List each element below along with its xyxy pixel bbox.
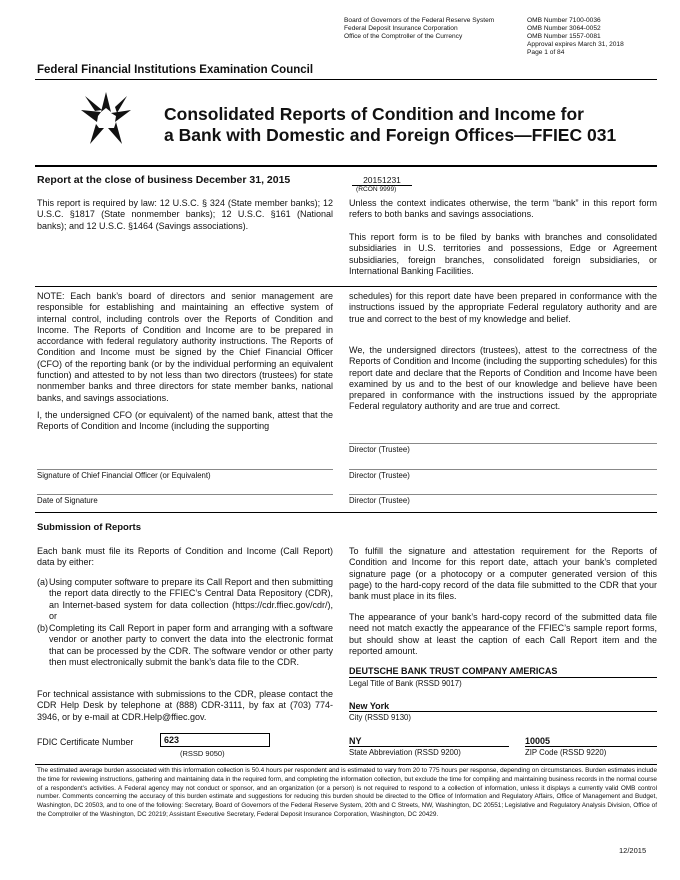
option-b-text: Completing its Call Report in paper form and arranging with a software vendor or another party to convert the data into the electronic format that can be processed by the CDR. The software vendor or other party then must electronically submit the bank’s data file to the CDR. <box>49 623 333 668</box>
submission-options <box>37 577 333 669</box>
city-value: New York <box>349 701 390 711</box>
list-marker: (a) <box>37 577 48 587</box>
report-date-value: 20151231 <box>352 175 412 186</box>
ffiec-logo-icon <box>75 88 137 150</box>
state-value: NY <box>349 736 362 746</box>
zip-label: ZIP Code (RSSD 9220) <box>525 748 607 757</box>
city-label: City (RSSD 9130) <box>349 713 411 722</box>
list-marker: (b) <box>37 623 48 634</box>
council-name: Federal Financial Institutions Examination Council <box>37 64 314 76</box>
fdic-certificate-code: (RSSD 9050) <box>180 749 225 758</box>
bank-term-text: Unless the context indicates otherwise, the term “bank” in this report form refers to both banks and savings associations. <box>349 198 657 220</box>
agency-fdic: Federal Deposit Insurance Corporation <box>344 25 458 32</box>
page-number: Page 1 of 84 <box>527 49 565 56</box>
fdic-certificate-label: FDIC Certificate Number <box>37 737 134 747</box>
technical-assistance-text: For technical assistance with submissions to the CDR, please contact the CDR Help Desk by telephone at (888) CDR-3111, by fax at (703) 774-3946, or by e-mail at CDR.Help@ffiec.gov. <box>37 689 333 722</box>
omb-number-occ: OMB Number 1557-0081 <box>527 33 601 40</box>
submission-intro: Each bank must file its Reports of Condition and Income (Call Report) data by either: <box>37 546 333 568</box>
cfo-attestation-text: I, the undersigned CFO (or equivalent) of the named bank, attest that the Reports of Condition and Income (including the supporting <box>37 410 333 432</box>
fdic-certificate-field: 623 <box>160 733 270 747</box>
cfo-signature-label: Signature of Chief Financial Officer (or Equivalent) <box>37 471 211 480</box>
appearance-text: The appearance of your bank’s hard-copy record of the submitted data file need not match exactly the appearance of the FFIEC’s sample report forms, but should show at least the caption of each Call Report item and the reported amount. <box>349 612 657 656</box>
approval-expiry: Approval expires March 31, 2018 <box>527 41 624 48</box>
form-title <box>164 104 616 146</box>
director-signature-label-2: Director (Trustee) <box>349 471 410 480</box>
omb-number-frb: OMB Number 7100-0036 <box>527 17 601 24</box>
form-title-line1: Consolidated Reports of Condition and Income for <box>164 104 584 124</box>
state-label: State Abbreviation (RSSD 9200) <box>349 748 461 757</box>
report-date-code: (RCON 9999) <box>356 186 397 193</box>
legal-title-value: DEUTSCHE BANK TRUST COMPANY AMERICAS <box>349 666 558 676</box>
agency-list <box>344 17 524 41</box>
omb-number-fdic: OMB Number 3064-0052 <box>527 25 601 32</box>
burden-statement: The estimated average burden associated with this information collection is 50.4 hours per respondent and is estimated to vary from 20 to 775 hours per response, depending on circumstances. Burden estimates include the time for reviewing instructions, gathering and maintaining data in the required form, and completing the information collection, but exclude the time for compiling and maintaining business records in the normal course of a respondent’s activities. A Federal agency may not conduct or sponsor, and an organization (or a person) is not required to respond to a collection of information, unless it displays a currently valid OMB control number. Comments concerning the accuracy of this burden estimate and suggestions for reducing this burden should be directed to the Office of Information and Regulatory Affairs, Office of Management and Budget, Washington, DC 20503, and to one of the following: Secretary, Board of Governors of the Federal Reserve System, 20th and C Streets, NW, Washington, DC 20551; Legislative and Regulatory Analysis Division, Office of the Comptroller of the Washington, DC 20219; Assistant Executive Secretary, Federal Deposit Insurance Corporation, Washington, DC 20429. <box>37 767 657 818</box>
director-signature-label-1: Director (Trustee) <box>349 445 410 454</box>
agency-occ: Office of the Comptroller of the Currency <box>344 33 463 40</box>
signature-requirement-text: To fulfill the signature and attestation requirement for the Reports of Condition and Income for this report date, attach your bank’s completed signature page (or a photocopy or a computer generated version of this page) to the hard-copy record of the data file submitted to the CDR that your bank must place in its files. <box>349 546 657 602</box>
legal-requirement-text: This report is required by law: 12 U.S.C. § 324 (State member banks); 12 U.S.C. §1817 (State nonmember banks); 12 U.S.C. §161 (National banks); and 12 U.S.C. §1464 (Savings associations). <box>37 198 333 231</box>
directors-attestation-text: We, the undersigned directors (trustees), attest to the correctness of the Reports of Condition and Income (including the supporting schedules) for this report date and declare that the Reports of Condition and Income have been examined by us and to the best of our knowledge and believe have been prepared in conformance with the instructions issued by the appropriate Federal regulatory authority and are true and correct. <box>349 345 657 412</box>
schedules-text: schedules) for this report date have been prepared in conformance with the instructions issued by the appropriate Federal regulatory authority and are true and correct to the best of my knowledge and belief. <box>349 291 657 324</box>
form-revision-date: 12/2015 <box>619 846 647 855</box>
form-title-line2: a Bank with Domestic and Foreign Offices—FFIEC 031 <box>164 125 617 145</box>
agency-frb: Board of Governors of the Federal Reserve System <box>344 17 495 24</box>
list-item <box>37 577 333 622</box>
zip-value: 10005 <box>525 736 551 746</box>
filed-by-text: This report form is to be filed by banks with branches and consolidated subsidiaries in U.S. territories and possessions, Edge or Agreement subsidiaries, foreign branches, consolidated foreign subsidiaries, or International Banking Facilities. <box>349 232 657 276</box>
director-signature-label-3: Director (Trustee) <box>349 496 410 505</box>
option-a-text: Using computer software to prepare its Call Report and then submitting the report data directly to the FFIEC’s Central Data Repository (CDR), an Internet-based system for data collection (https://cdr.ffiec.gov/cdr/), or <box>49 577 333 621</box>
omb-block <box>527 17 667 57</box>
legal-title-label: Legal Title of Bank (RSSD 9017) <box>349 679 462 688</box>
date-of-signature-label: Date of Signature <box>37 496 98 505</box>
submission-heading: Submission of Reports <box>37 522 141 533</box>
note-text: NOTE: Each bank’s board of directors and senior management are responsible for establishing and maintaining an effective system of internal control, including controls over the Reports of Condition and Income. The Reports of Condition and Income are to be prepared in accordance with federal regulatory authority instructions. The Reports of Condition and Income must be signed by the Chief Financial Officer (CFO) of the reporting bank (or by the individual performing an equivalent function) and attested to by not less than two directors (trustees) for state nonmember banks and three directors for state member banks, national banks, and savings associations. <box>37 291 333 403</box>
report-date-heading: Report at the close of business December 31, 2015 <box>37 174 291 186</box>
list-item <box>37 623 333 668</box>
